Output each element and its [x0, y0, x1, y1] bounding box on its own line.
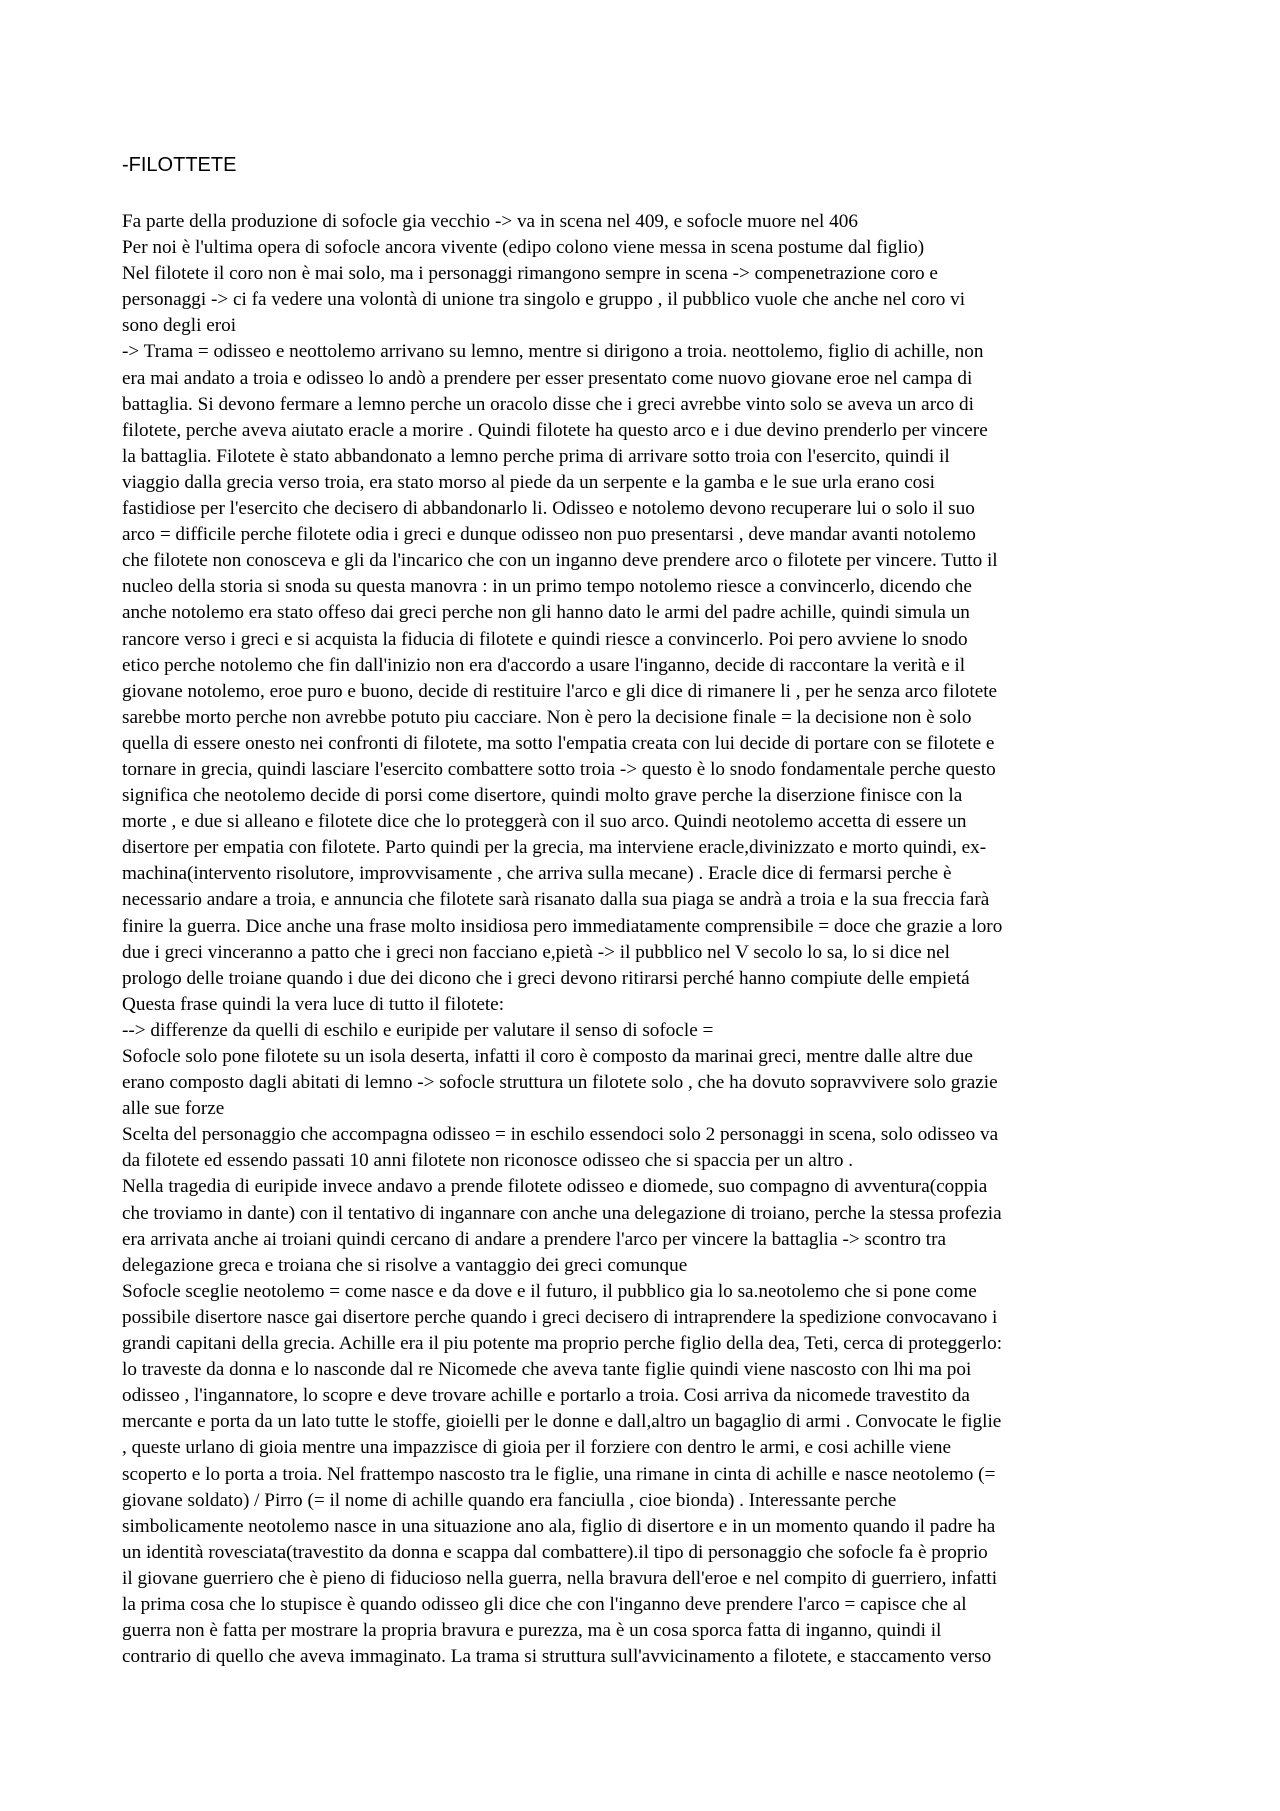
text-line: il giovane guerriero che è pieno di fiducioso nella guerra, nella bravura dell'eroe e nel compito di guerriero, infatti	[122, 1567, 998, 1589]
text-line: che filotete non conosceva e gli da l'incarico che con un inganno deve prendere arco o filotete per vincere. Tutto il	[122, 550, 998, 572]
text-line: sono degli eroi	[122, 315, 237, 337]
text-line: filotete, perche aveva aiutato eracle a morire . Quindi filotete ha questo arco e i due devino prenderlo per vincere	[122, 419, 988, 441]
text-line: giovane notolemo, eroe puro e buono, decide di restituire l'arco e gli dice di rimanere li , per he senza arco filotete	[122, 680, 998, 702]
text-line: disertore per empatia con filotete. Parto quindi per la grecia, ma interviene eracle,divinizzato e morto quindi, ex-	[122, 837, 987, 859]
text-line: Scelta del personaggio che accompagna odisseo = in eschilo essendoci solo 2 personaggi in scena, solo odisseo va	[122, 1124, 999, 1146]
text-line: un identità rovesciata(travestito da donna e scappa dal combattere).il tipo di personaggio che sofocle fa è proprio	[122, 1541, 988, 1563]
document-page	[122, 0, 1170, 1811]
text-line: Sofocle sceglie neotolemo = come nasce e da dove e il futuro, il pubblico gia lo sa.neotolemo che si pone come	[122, 1280, 977, 1302]
text-line: personaggi -> ci fa vedere una volontà di unione tra singolo e gruppo , il pubblico vuole che anche nel coro vi	[122, 289, 966, 311]
text-line: Nella tragedia di euripide invece andavo a prende filotete odisseo e diomede, suo compagno di avventura(coppia	[122, 1176, 988, 1198]
text-line: battaglia. Si devono fermare a lemno perche un oracolo disse che i greci avrebbe vinto solo se aveva un arco di	[122, 393, 974, 415]
text-line: , queste urlano di gioia mentre una impazzisce di gioia per il forziere con dentro le armi, e cosi achille viene	[122, 1437, 951, 1459]
text-line: sarebbe morto perche non avrebbe potuto piu cacciare. Non è pero la decisione finale = la decisione non è solo	[122, 706, 972, 728]
text-line: prologo delle troiane quando i due dei dicono che i greci devono ritirarsi perché hanno compiute delle empietá	[122, 967, 970, 989]
text-line: arco = difficile perche filotete odia i greci e dunque odisseo non puo presentarsi , deve mandar avanti notolemo	[122, 524, 976, 546]
text-line: anche notolemo era stato offeso dai greci perche non gli hanno dato le armi del padre achille, quindi simula un	[122, 602, 970, 624]
text-line: rancore verso i greci e si acquista la fiducia di filotete e quindi riesce a convincerlo. Poi pero avviene lo snodo	[122, 628, 968, 650]
text-line: due i greci vinceranno a patto che i greci non facciano e,pietà -> il pubblico nel V secolo lo sa, lo si dice nel	[122, 941, 950, 963]
text-line: alle sue forze	[122, 1098, 225, 1120]
text-line: fastidiose per l'esercito che decisero di abbandonarlo li. Odisseo e notolemo devono recuperare lui o solo il suo	[122, 498, 975, 520]
text-line: simbolicamente neotolemo nasce in una situazione ano ala, figlio di disertore e in un momento quando il padre ha	[122, 1515, 996, 1537]
document-body	[122, 209, 1170, 1670]
text-line: giovane soldato) / Pirro (= il nome di achille quando era fanciulla , cioe bionda) . Interessante perche	[122, 1489, 897, 1511]
text-line: era mai andato a troia e odisseo lo andò a prendere per esser presentato come nuovo giovane eroe nel campa di	[122, 367, 973, 389]
text-line: viaggio dalla grecia verso troia, era stato morso al piede da un serpente e la gamba e le sue urla erano cosi	[122, 471, 936, 493]
document-title: -FILOTTETE	[122, 154, 237, 176]
text-line: Per noi è l'ultima opera di sofocle ancora vivente (edipo colono viene messa in scena postume dal figlio)	[122, 237, 925, 259]
text-line: nucleo della storia si snoda su questa manovra : in un primo tempo notolemo riesce a convincerlo, dicendo che	[122, 576, 972, 598]
text-line: machina(intervento risolutore, improvvisamente , che arriva sulla mecane) . Eracle dice di fermarsi perche è	[122, 863, 952, 885]
text-line: la prima cosa che lo stupisce è quando odisseo gli dice che con l'inganno deve prendere l'arco = capisce che al	[122, 1593, 967, 1615]
text-line: --> differenze da quelli di eschilo e euripide per valutare il senso di sofocle =	[122, 1019, 714, 1041]
text-line: Questa frase quindi la vera luce di tutto il filotete:	[122, 993, 505, 1015]
text-line: -> Trama = odisseo e neottolemo arrivano su lemno, mentre si dirigono a troia. neottolemo, figlio di achille, non	[122, 341, 984, 363]
text-line: quella di essere onesto nei confronti di filotete, ma sotto l'empatia creata con lui decide di portare con se filotete e	[122, 732, 995, 754]
text-line: possibile disertore nasce gai disertore perche quando i greci decisero di intraprendere la spedizione convocavano i	[122, 1306, 998, 1328]
text-line: etico perche notolemo che fin dall'inizio non era d'accordo a usare l'inganno, decide di raccontare la verità e il	[122, 654, 966, 676]
text-line: contrario di quello che aveva immaginato. La trama si struttura sull'avvicinamento a filotete, e staccamento verso	[122, 1646, 992, 1668]
text-line: significa che neotolemo decide di porsi come disertore, quindi molto grave perche la diserzione finisce con la	[122, 785, 963, 807]
text-line: Fa parte della produzione di sofocle gia vecchio -> va in scena nel 409, e sofocle muore nel 406	[122, 211, 858, 232]
text-line: delegazione greca e troiana che si risolve a vantaggio dei greci comunque	[122, 1254, 688, 1276]
text-line: da filotete ed essendo passati 10 anni filotete non riconosce odisseo che si spaccia per un altro .	[122, 1150, 854, 1172]
text-line: morte , e due si alleano e filotete dice che lo proteggerà con il suo arco. Quindi neotolemo accetta di essere un	[122, 811, 967, 833]
text-line: Sofocle solo pone filotete su un isola deserta, infatti il coro è composto da marinai greci, mentre dalle altre due	[122, 1046, 973, 1067]
text-line: odisseo , l'ingannatore, lo scopre e deve trovare achille e portarlo a troia. Cosi arriva da nicomede travestito da	[122, 1385, 970, 1407]
text-line: scoperto e lo porta a troia. Nel frattempo nascosto tra le figlie, una rimane in cinta di achille e nasce neotolemo (=	[122, 1463, 996, 1485]
text-line: che troviamo in dante) con il tentativo di ingannare con anche una delegazione di troiano, perche la stessa profezia	[122, 1202, 1002, 1224]
text-line: la battaglia. Filotete è stato abbandonato a lemno perche prima di arrivare sotto troia con l'esercito, quindi il	[122, 445, 950, 467]
text-line: guerra non è fatta per mostrare la propria bravura e purezza, ma è un cosa sporca fatta di inganno, quindi il	[122, 1620, 942, 1642]
text-line: grandi capitani della grecia. Achille era il piu potente ma proprio perche figlio della dea, Teti, cerca di proteggerlo:	[122, 1333, 1003, 1355]
text-line: erano composto dagli abitati di lemno -> sofocle struttura un filotete solo , che ha dovuto sopravvivere solo grazie	[122, 1072, 998, 1094]
text-line: lo traveste da donna e lo nasconde dal re Nicomede che aveva tante figlie quindi viene nascosto con lhi ma poi	[122, 1359, 972, 1381]
text-line: tornare in grecia, quindi lasciare l'esercito combattere sotto troia -> questo è lo snodo fondamentale perche questo	[122, 758, 996, 780]
text-line: finire la guerra. Dice anche una frase molto insidiosa pero immediatamente comprensibile = doce che grazie a loro	[122, 915, 1003, 937]
text-line: mercante e porta da un lato tutte le stoffe, gioielli per le donne e dall,altro un bagaglio di armi . Convocate le figlie	[122, 1411, 1002, 1433]
text-line: era arrivata anche ai troiani quindi cercano di andare a prendere l'arco per vincere la battaglia -> scontro tra	[122, 1228, 946, 1250]
text-line: Nel filotete il coro non è mai solo, ma i personaggi rimangono sempre in scena -> compenetrazione coro e	[122, 263, 938, 285]
text-line: necessario andare a troia, e annuncia che filotete sarà risanato dalla sua piaga se andrà a troia e la sua freccia farà	[122, 889, 990, 911]
